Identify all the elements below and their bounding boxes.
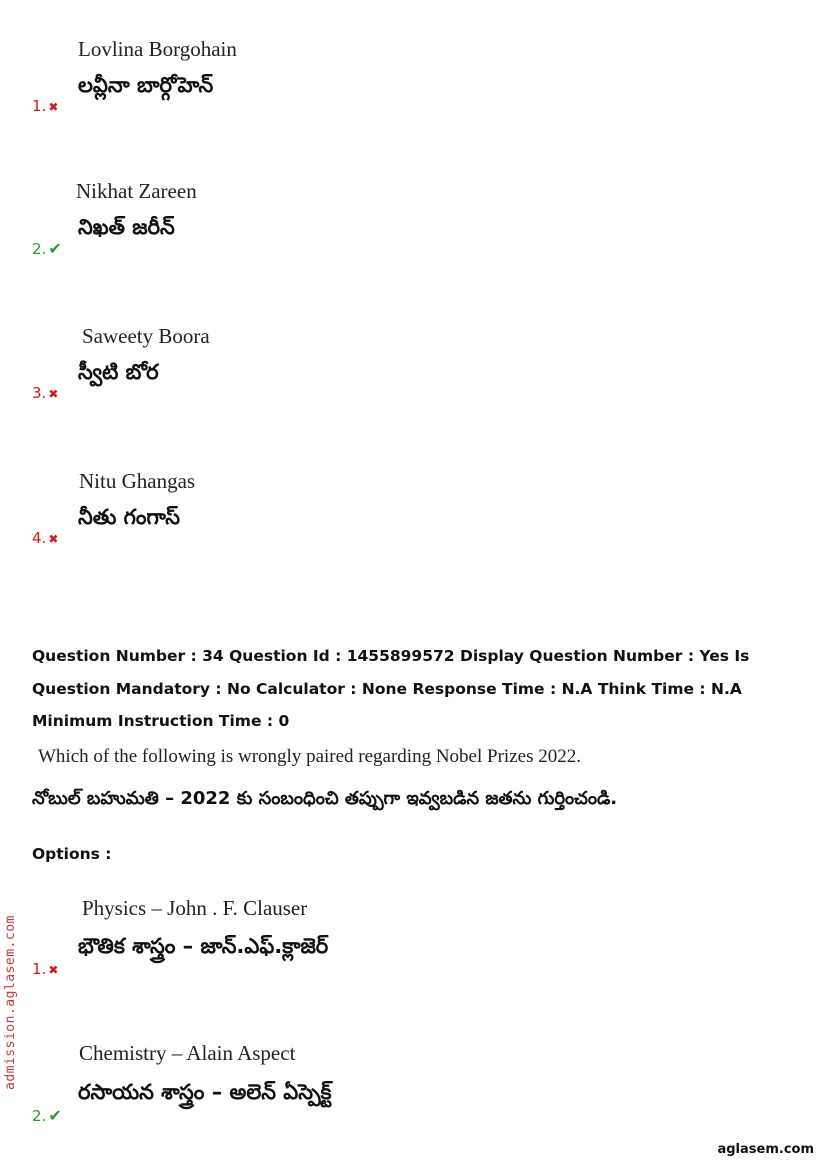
footer-watermark: aglasem.com [717, 1142, 814, 1157]
option-telugu: భౌతిక శాస్త్రం – జాన్.ఎఫ్.క్లాజెర్ [78, 934, 329, 958]
wrong-mark-icon: ✖ [48, 100, 59, 114]
option-english: Lovlina Borgohain [78, 37, 237, 61]
option-telugu: నీతు గంగాస్ [78, 505, 180, 529]
wrong-mark-icon: ✖ [48, 387, 59, 401]
option-number: 2. ✔ [32, 239, 62, 258]
option-english: Chemistry – Alain Aspect [79, 1041, 296, 1065]
wrong-mark-icon: ✖ [48, 963, 59, 977]
wrong-mark-icon: ✖ [48, 532, 59, 546]
option-english: Saweety Boora [82, 324, 210, 348]
correct-mark-icon: ✔ [48, 239, 62, 258]
side-watermark: admission.aglasem.com [3, 915, 18, 1090]
question-metadata: Question Number : 34 Question Id : 1455899572 Display Question Number : Yes Is Question Mandatory : No Calculator : None Response Time : N.A Think Time : N.A Minimum Instruction Time : 0 [32, 647, 750, 730]
option-telugu: స్వీటి బోర [78, 360, 159, 384]
option-number: 4. ✖ [32, 529, 59, 547]
option-number: 1. ✖ [32, 960, 59, 978]
option-telugu: రసాయన శాస్త్రం – అలెన్ ఏస్పెక్ట్ [78, 1080, 332, 1104]
option-telugu: నిఖత్ జరీన్ [78, 215, 175, 239]
option-english: Nikhat Zareen [76, 179, 197, 203]
option-english: Physics – John . F. Clauser [82, 896, 308, 920]
option-english: Nitu Ghangas [79, 469, 196, 493]
option-number: 3. ✖ [32, 384, 59, 402]
correct-mark-icon: ✔ [48, 1106, 62, 1125]
option-number: 2. ✔ [32, 1106, 62, 1125]
question-text-telugu: నోబుల్ బహుమతి – 2022 కు సంబంధించి తప్పుగా ఇవ్వబడిన జతను గుర్తించండి. [32, 788, 618, 809]
option-number: 1. ✖ [32, 97, 59, 115]
question-text-english: Which of the following is wrongly paired regarding Nobel Prizes 2022. [38, 746, 581, 767]
option-telugu: లవ్లీనా బార్గోహెన్ [78, 73, 214, 97]
options-label: Options : [32, 845, 112, 863]
